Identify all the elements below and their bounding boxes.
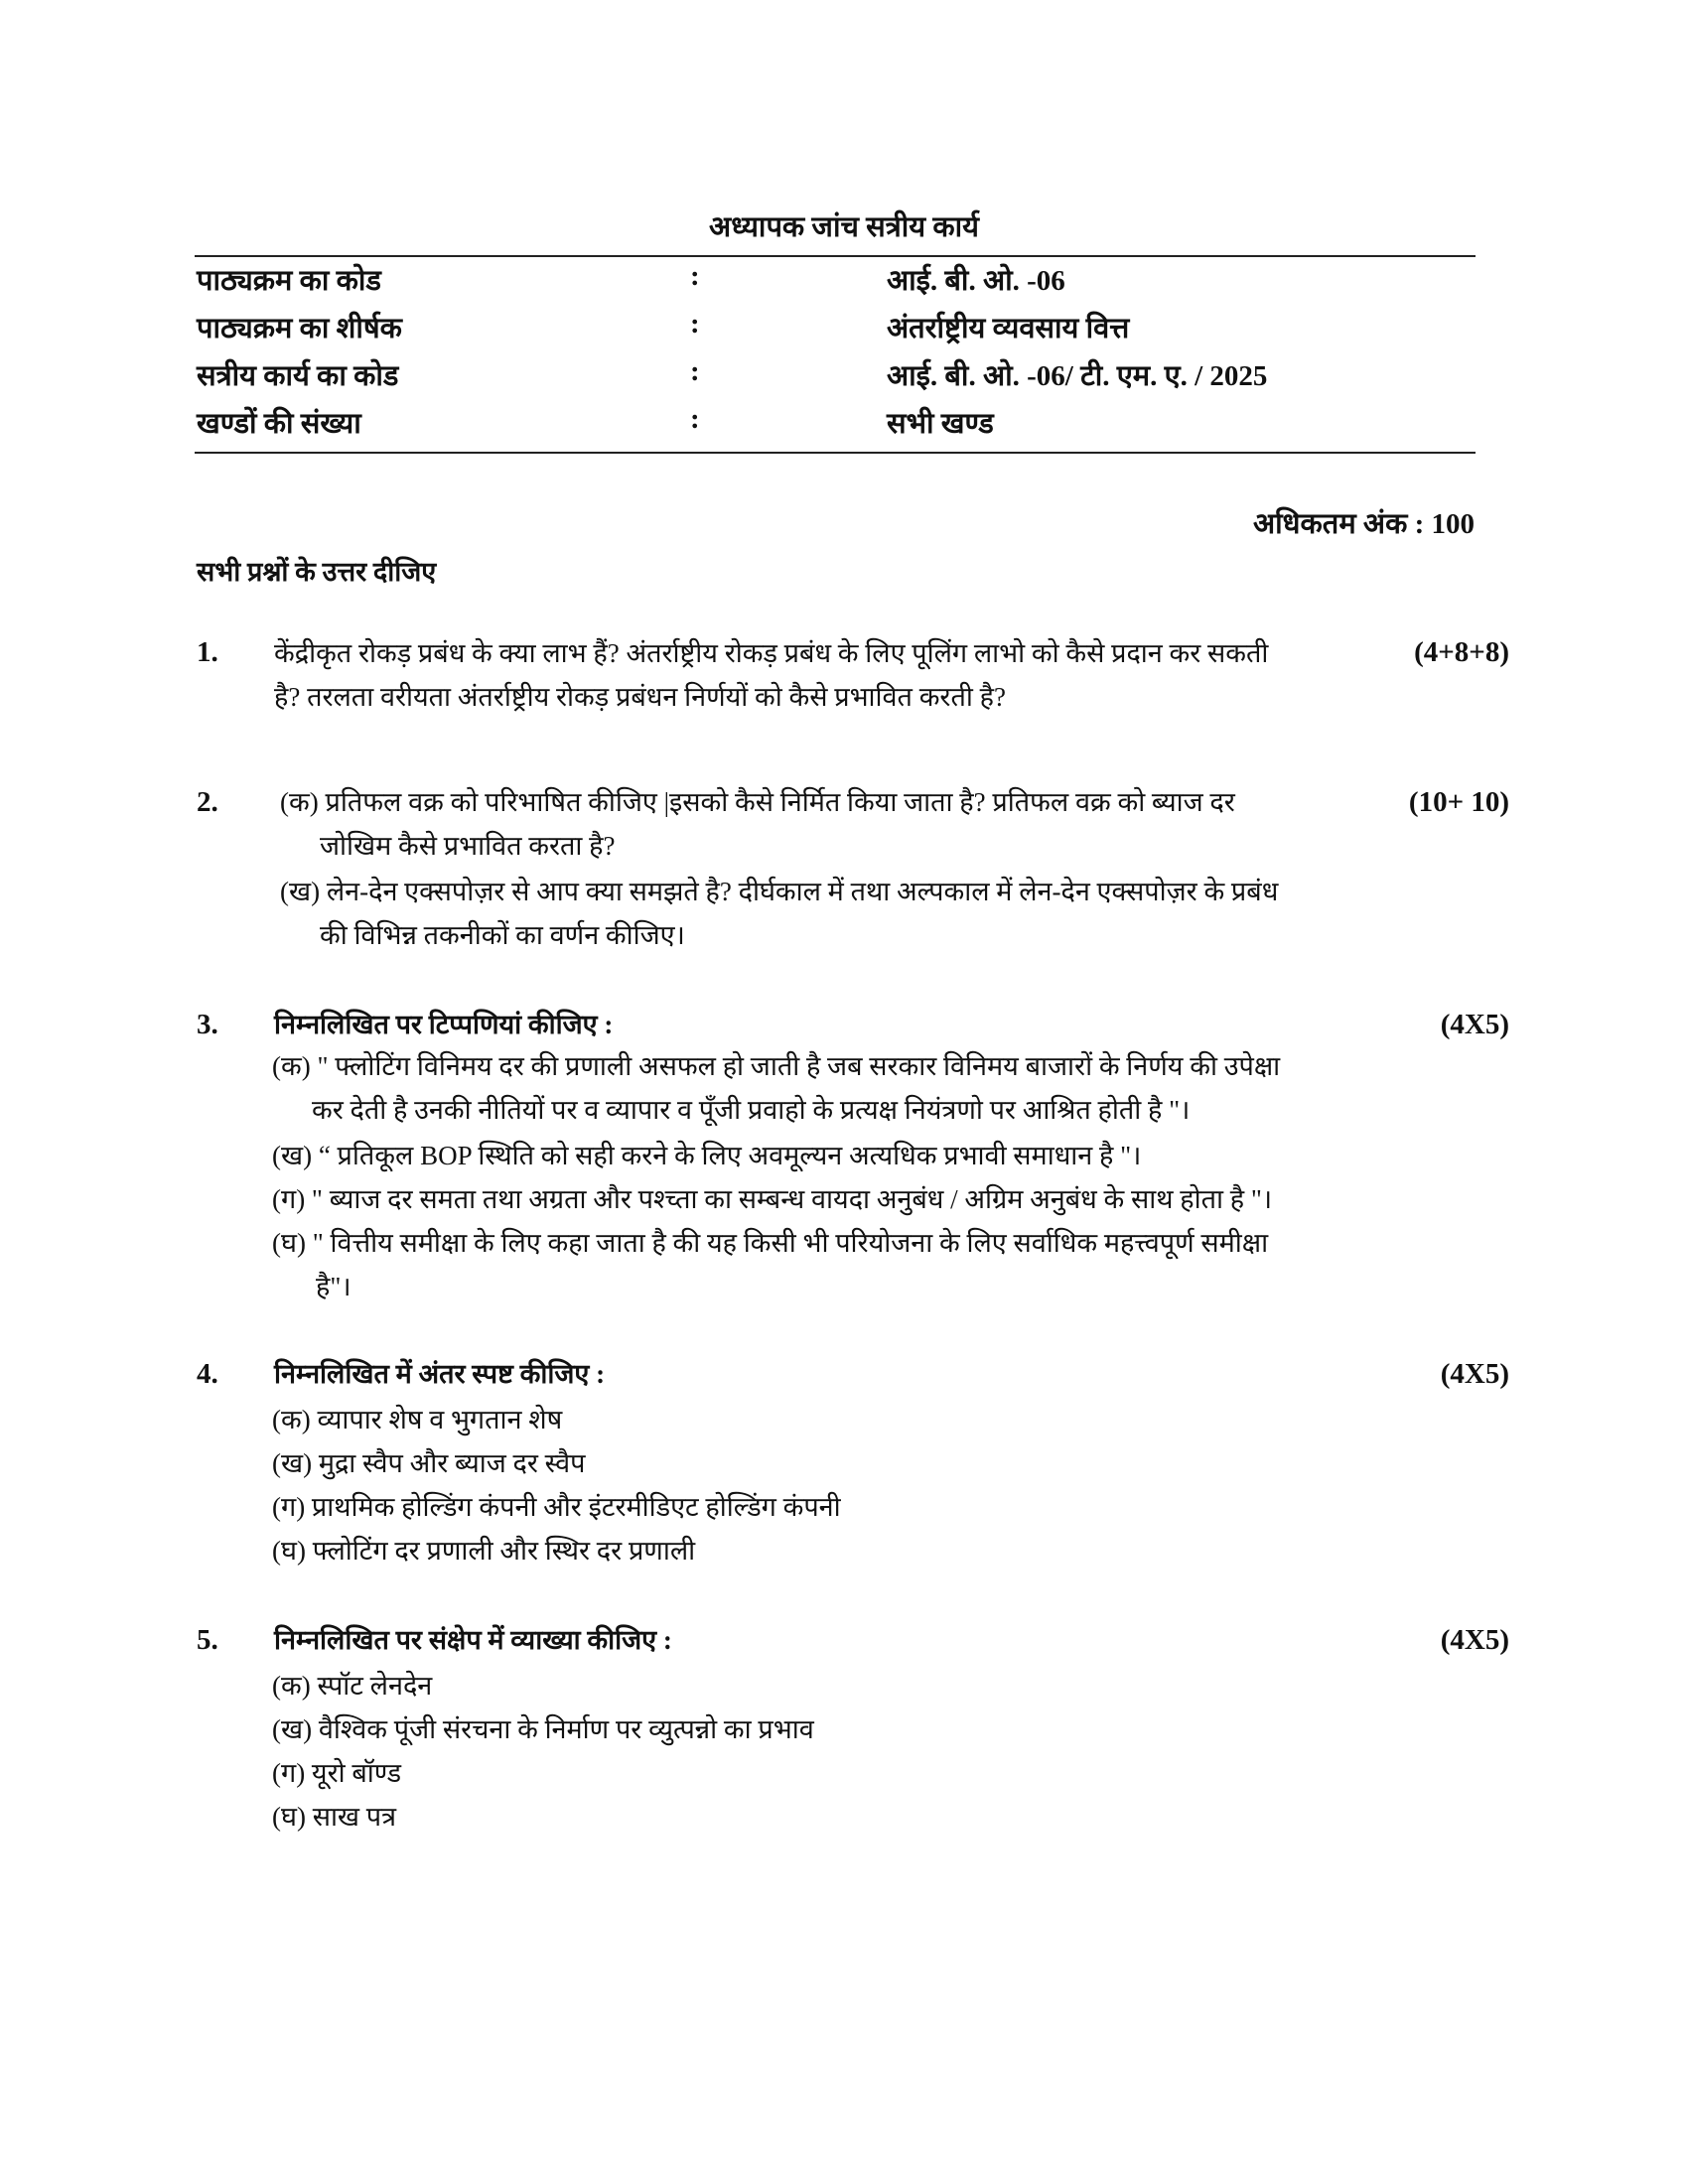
sub-question <box>272 1664 432 1707</box>
info-label: सत्रीय कार्य का कोड <box>197 360 399 392</box>
sub-line: (घ) " वित्तीय समीक्षा के लिए कहा जाता है की यह किसी भी परियोजना के लिए सर्वाधिक महत्त्वपूर्ण समीक्षा <box>272 1228 1269 1258</box>
sub-question <box>272 1134 1141 1177</box>
question-number: 3. <box>197 1009 218 1040</box>
info-separator: : <box>690 355 700 387</box>
info-separator: : <box>690 308 700 340</box>
question-number: 4. <box>197 1358 218 1390</box>
sub-line: (क) प्रतिफल वक्र को परिभाषित कीजिए |इसको कैसे निर्मित किया जाता है? प्रतिफल वक्र को ब्याज दर <box>280 787 1235 817</box>
sub-line: (ख) मुद्रा स्वैप और ब्याज दर स्वैप <box>272 1448 586 1478</box>
sub-line: (क) स्पॉट लेनदेन <box>272 1671 433 1701</box>
page-title: अध्यापक जांच सत्रीय कार्य <box>709 211 979 243</box>
question-marks: (10+ 10) <box>1408 786 1509 818</box>
info-value: आई. बी. ओ. -06 <box>887 265 1065 297</box>
sub-line: (ख) “ प्रतिकूल BOP स्थिति को सही करने के लिए अवमूल्यन अत्यधिक प्रभावी समाधान है "। <box>272 1141 1142 1170</box>
sub-line-cont: की विभिन्न तकनीकों का वर्णन कीजिए। <box>320 920 685 950</box>
sub-question <box>272 1044 1280 1132</box>
info-row-assignment-code <box>197 355 1477 395</box>
question-text <box>274 631 1268 719</box>
info-label: खण्डों की संख्या <box>197 408 361 440</box>
info-separator: : <box>690 260 700 292</box>
question-heading: निम्नलिखित पर संक्षेप में व्याख्या कीजिए : <box>274 1625 672 1655</box>
sub-question <box>272 1221 1268 1308</box>
sub-question <box>272 1441 586 1485</box>
info-value: आई. बी. ओ. -06/ टी. एम. ए. / 2025 <box>887 360 1268 392</box>
sub-line: (ग) प्राथमिक होल्डिंग कंपनी और इंटरमीडिएट होल्डिंग कंपनी <box>272 1492 841 1522</box>
question-marks: (4+8+8) <box>1414 636 1509 668</box>
question-heading: निम्नलिखित पर टिप्पणियां कीजिए : <box>274 1010 614 1039</box>
max-marks: अधिकतम अंक : 100 <box>1253 508 1475 540</box>
instruction: सभी प्रश्नों के उत्तर दीजिए <box>197 557 437 587</box>
header-rule-top <box>195 255 1476 257</box>
sub-line-cont: है"। <box>316 1272 352 1301</box>
info-row-blocks <box>197 403 1477 443</box>
question-marks: (4X5) <box>1440 1358 1509 1390</box>
sub-question <box>280 780 1235 868</box>
sub-question <box>272 1398 562 1441</box>
info-row-course-code <box>197 260 1477 300</box>
sub-question <box>272 1529 695 1572</box>
sub-question <box>272 1795 396 1839</box>
sub-question <box>280 870 1278 957</box>
sub-line: (क) व्यापार शेष व भुगतान शेष <box>272 1405 563 1434</box>
sub-line: (ख) वैश्विक पूंजी संरचना के निर्माण पर व्युत्पन्नो का प्रभाव <box>272 1714 814 1744</box>
question-marks: (4X5) <box>1440 1009 1509 1040</box>
sub-line: (ग) " ब्याज दर समता तथा अग्रता और पश्च्ता का सम्बन्ध वायदा अनुबंध / अग्रिम अनुबंध के साथ होता है "। <box>272 1184 1273 1214</box>
sub-line: (घ) साख पत्र <box>272 1802 397 1832</box>
sub-question <box>272 1751 401 1795</box>
info-value: सभी खण्ड <box>887 408 994 440</box>
question-marks: (4X5) <box>1440 1624 1509 1656</box>
sub-line-cont: जोखिम कैसे प्रभावित करता है? <box>320 831 616 861</box>
question-number: 1. <box>197 636 218 668</box>
question-line: केंद्रीकृत रोकड़ प्रबंध के क्या लाभ हैं? अंतर्राष्ट्रीय रोकड़ प्रबंध के लिए पूलिंग लाभो को कैसे प्रदान कर सकती <box>274 638 1269 668</box>
question-number: 5. <box>197 1624 218 1656</box>
sub-line-cont: कर देती है उनकी नीतियों पर व व्यापार व पूँजी प्रवाहो के प्रत्यक्ष नियंत्रणो पर आश्रित होती है "। <box>312 1095 1191 1125</box>
sub-line: (घ) फ्लोटिंग दर प्रणाली और स्थिर दर प्रणाली <box>272 1536 696 1566</box>
sub-line: (क) " फ्लोटिंग विनिमय दर की प्रणाली असफल हो जाती है जब सरकार विनिमय बाजारों के निर्णय की उपेक्षा <box>272 1051 1281 1081</box>
header-rule-bottom <box>195 452 1476 454</box>
info-separator: : <box>690 403 700 435</box>
info-value: अंतर्राष्ट्रीय व्यवसाय वित्त <box>887 313 1130 344</box>
sub-question <box>272 1707 814 1751</box>
info-row-course-title <box>197 308 1477 347</box>
info-label: पाठ्यक्रम का कोड <box>197 265 381 297</box>
info-label: पाठ्यक्रम का शीर्षक <box>197 313 402 344</box>
question-heading: निम्नलिखित में अंतर स्पष्ट कीजिए : <box>274 1359 606 1389</box>
sub-line: (ग) यूरो बॉण्ड <box>272 1758 402 1788</box>
sub-question <box>272 1177 1272 1221</box>
sub-question <box>272 1485 841 1529</box>
sub-line: (ख) लेन-देन एक्सपोज़र से आप क्या समझते है? दीर्घकाल में तथा अल्पकाल में लेन-देन एक्सपोज़र के प्रबंध <box>280 877 1279 906</box>
question-number: 2. <box>197 786 218 818</box>
question-line: है? तरलता वरीयता अंतर्राष्ट्रीय रोकड़ प्रबंधन निर्णयों को कैसे प्रभावित करती है? <box>274 682 1006 712</box>
